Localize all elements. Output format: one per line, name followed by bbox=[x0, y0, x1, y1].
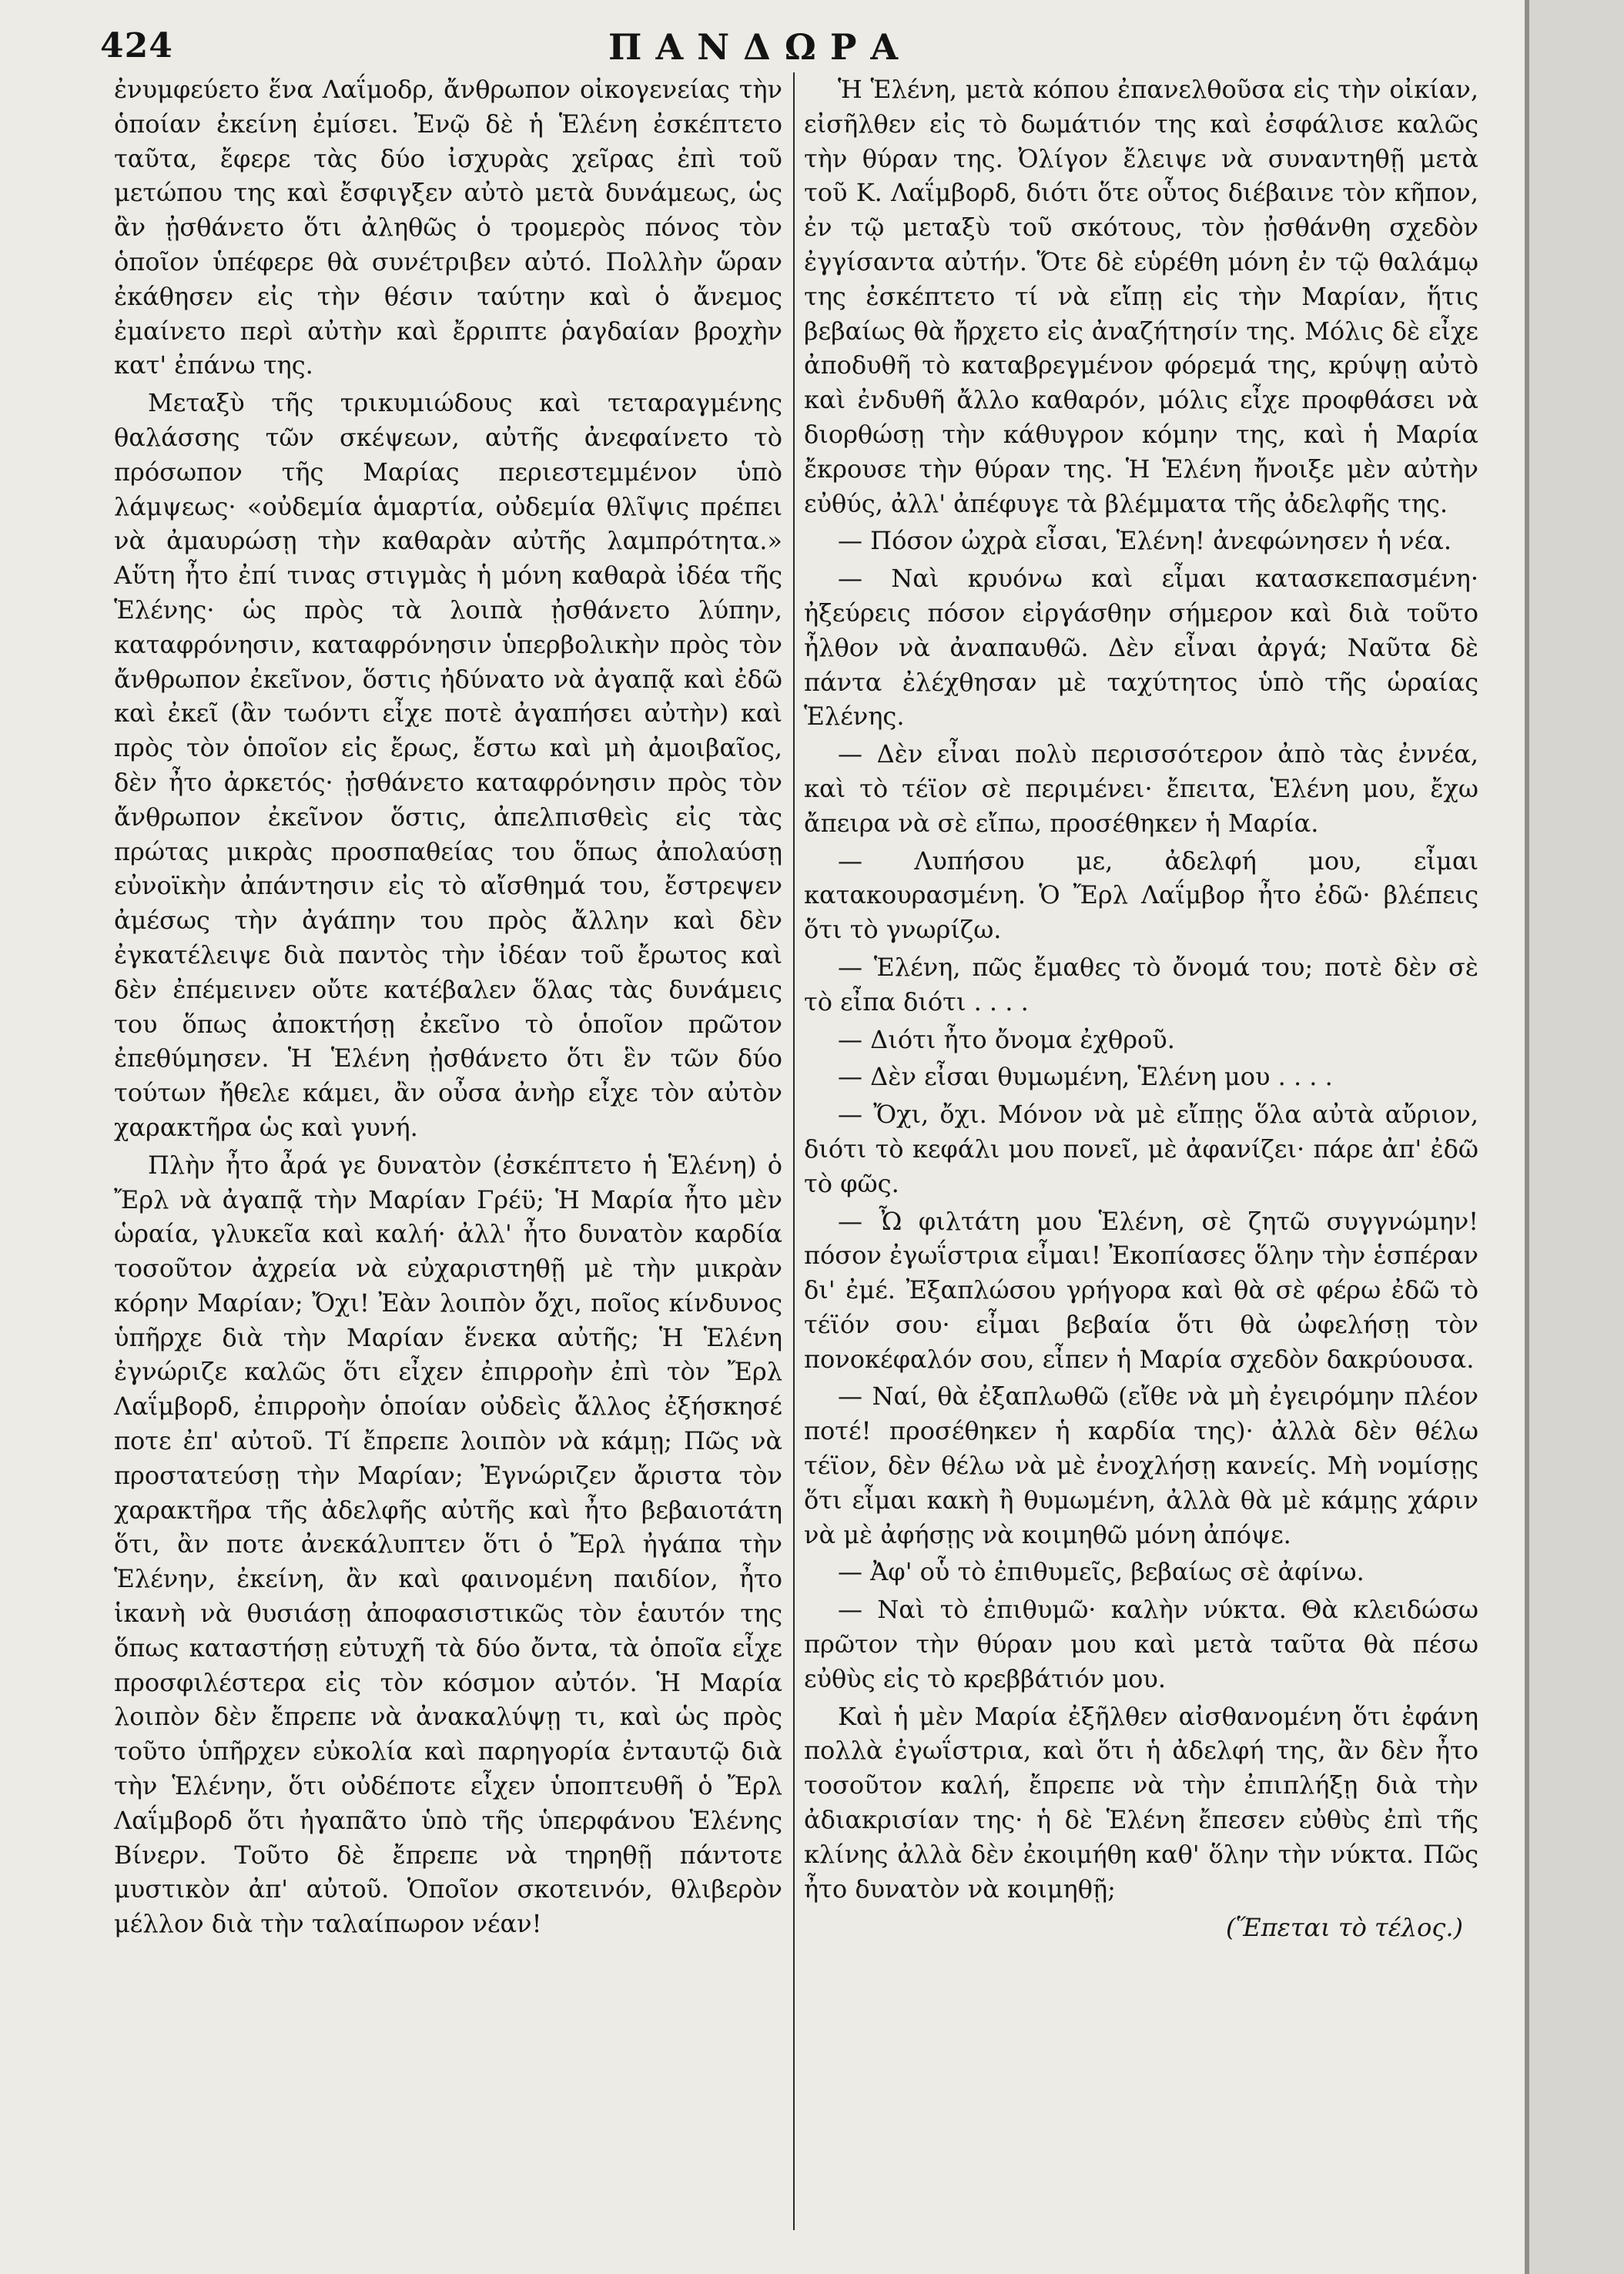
dialogue-line: — Ἀφ' οὗ τὸ ἐπιθυμεῖς, βεβαίως σὲ ἀφίνω. bbox=[838, 1557, 1364, 1587]
paragraph: ἐνυμφεύετο ἕνα Λαΐμοδρ, ἄνθρωπον οἰκογενείας τὴν ὁποίαν ἐκείνη ἐμίσει. Ἐνῷ δὲ ἡ Ἑλένη ἐσκέπτετο ταῦτα, ἔφερε τὰς δύο ἰσχυρὰς χεῖρας ἐπὶ τοῦ μετώπου της καὶ ἔσφιγξεν αὐτὸ μετὰ δυνάμεως, ὡς ἂν ᾐσθάνετο ὅτι ἀληθῶς ὁ τρομερὸς πόνος τὸν ὁποῖον ὑπέφερε θὰ συνέτριβεν αὐτό. Πολλὴν ὥραν ἐκάθησεν εἰς τὴν θέσιν ταύτην καὶ ὁ ἄνεμος ἐμαίνετο περὶ αὐτὴν καὶ ἔρριπτε ῥαγδαίαν βροχὴν κατ' ἐπάνω της. bbox=[114, 75, 782, 380]
dialogue-line: — Δὲν εἶναι πολὺ περισσότερον ἀπὸ τὰς ἐννέα, καὶ τὸ τέϊον σὲ περιμένει· ἔπειτα, Ἑλένη μου, ἔχω ἄπειρα νὰ σὲ εἴπω, προσέθηκεν ἡ Μαρία. bbox=[804, 739, 1478, 838]
facing-page-edge bbox=[1525, 0, 1624, 2274]
left-column bbox=[114, 72, 782, 1944]
paragraph: Μεταξὺ τῆς τρικυμιώδους καὶ τεταραγμένης θαλάσσης τῶν σκέψεων, αὐτῆς ἀνεφαίνετο τὸ πρόσωπον τῆς Μαρίας περιεστεμμένον ὑπὸ λάμψεως· «οὐδεμία ἁμαρτία, οὐδεμία θλῖψις πρέπει νὰ ἀμαυρώσῃ τὴν καθαρὰν αὐτῆς λαμπρότητα.» Αὕτη ἦτο ἐπί τινας στιγμὰς ἡ μόνη καθαρὰ ἰδέα τῆς Ἑλένης· ὡς πρὸς τὰ λοιπὰ ᾐσθάνετο λύπην, καταφρόνησιν, καταφρόνησιν ὑπερβολικὴν πρὸς τὸν ἄνθρωπον ἐκεῖνον, ὅστις ἠδύνατο νὰ ἀγαπᾷ καὶ ἐδῶ καὶ ἐκεῖ (ἂν τωόντι εἶχε ποτὲ ἀγαπήσει αὐτὴν) καὶ πρὸς τὸν ὁποῖον εἰς ἔρως, ἔστω καὶ μὴ ἀμοιβαῖος, δὲν ἦτο ἀρκετός· ᾐσθάνετο καταφρόνησιν πρὸς τὸν ἄνθρωπον ἐκεῖνον ὅστις, ἀπελπισθεὶς εἰς τὰς πρώτας μικρὰς προσπαθείας του ὅπως ἀπολαύσῃ εὐνοϊκὴν ἀπάντησιν εἰς τὸ αἴσθημά του, ἔστρεψεν ἀμέσως τὴν ἀγάπην του πρὸς ἄλλην καὶ δὲν ἐγκατέλειψε διὰ παντὸς τὴν ἰδέαν τοῦ ἔρωτος καὶ δὲν ἐπέμεινεν οὔτε κατέβαλεν ὅλας τὰς δυνάμεις του ὅπως ἀποκτήσῃ ἐκεῖνο τὸ ὁποῖον πρῶτον ἐπεθύμησεν. Ἡ Ἑλένη ᾐσθάνετο ὅτι ἓν τῶν δύο τούτων ἤθελε κάμει, ἂν οὖσα ἀνὴρ εἶχε τὸν αὐτὸν χαρακτῆρα ὡς καὶ γυνή. bbox=[114, 388, 782, 1142]
column-divider bbox=[793, 72, 795, 2230]
dialogue-line: — Ἑλένη, πῶς ἔμαθες τὸ ὄνομά του; ποτὲ δὲν σὲ τὸ εἶπα διότι . . . . bbox=[804, 952, 1478, 1016]
dialogue-line: — Ὄχι, ὄχι. Μόνον νὰ μὲ εἴπῃς ὅλα αὐτὰ αὔριον, διότι τὸ κεφάλι μου πονεῖ, μὲ ἀφανίζει· πάρε ἀπ' ἐδῶ τὸ φῶς. bbox=[804, 1100, 1478, 1198]
dialogue-line: — Πόσον ὠχρὰ εἶσαι, Ἑλένη! ἀνεφώνησεν ἡ νέα. bbox=[838, 526, 1452, 556]
paragraph: Πλὴν ἦτο ἆρά γε δυνατὸν (ἐσκέπτετο ἡ Ἑλένη) ὁ Ἔρλ νὰ ἀγαπᾷ τὴν Μαρίαν Γρέϋ; Ἡ Μαρία ἦτο μὲν ὡραία, γλυκεῖα καὶ καλή· ἀλλ' ἦτο δυνατὸν καρδία τοσοῦτον ἀχρεία νὰ εὐχαριστηθῇ μὲ τὴν μικρὰν κόρην Μαρίαν; Ὄχι! Ἐὰν λοιπὸν ὄχι, ποῖος κίνδυνος ὑπῆρχε διὰ τὴν Μαρίαν ἕνεκα αὐτῆς; Ἡ Ἑλένη ἐγνώριζε καλῶς ὅτι εἶχεν ἐπιρροὴν ἐπὶ τὸν Ἔρλ Λαΐμβορδ, ἐπιρροὴν ὁποίαν οὐδεὶς ἄλλος ἐξήσκησέ ποτε ἐπ' αὐτοῦ. Τί ἔπρεπε λοιπὸν νὰ κάμῃ; Πῶς νὰ προστατεύσῃ τὴν Μαρίαν; Ἐγνώριζεν ἄριστα τὸν χαρακτῆρα τῆς ἀδελφῆς αὐτῆς καὶ ἦτο βεβαιοτάτη ὅτι, ἂν ποτε ἀνεκάλυπτεν ὅτι ὁ Ἔρλ ἠγάπα τὴν Ἑλένην, ἐκείνη, ἂν καὶ φαινομένη παιδίον, ἦτο ἱκανὴ νὰ θυσιάσῃ ἀποφασιστικῶς τὸν ἑαυτόν της ὅπως καταστήσῃ εὐτυχῆ τὰ δύο ὄντα, τὰ ὁποῖα εἶχε προσφιλέστερα εἰς τὸν κόσμον αὐτόν. Ἡ Μαρία λοιπὸν δὲν ἔπρεπε νὰ ἀνακαλύψῃ τι, καὶ ὡς πρὸς τοῦτο ὑπῆρχεν εὐκολία καὶ παρηγορία ἐνταυτῷ διὰ τὴν Ἑλένην, ὅτι οὐδέποτε εἶχεν ὑποπτευθῆ ὁ Ἔρλ Λαΐμβορδ ὅτι ἠγαπᾶτο ὑπὸ τῆς ὑπερφάνου Ἑλένης Βίνερν. Τοῦτο δὲ ἔπρεπε νὰ τηρηθῇ πάντοτε μυστικὸν ἀπ' αὐτοῦ. Ὁποῖον σκοτεινόν, θλιβερὸν μέλλον διὰ τὴν ταλαίπωρον νέαν! bbox=[114, 1150, 782, 1939]
dialogue-line: — Ναί, θὰ ἐξαπλωθῶ (εἴθε νὰ μὴ ἐγειρόμην πλέον ποτέ! προσέθηκεν ἡ καρδία της)· ἀλλὰ δὲν θέλω τέϊον, δὲν θέλω νὰ μὲ ἐνοχλήσῃ κανείς. Μὴ νομίσῃς ὅτι εἶμαι κακὴ ἢ θυμωμένη, ἀλλὰ θὰ μὲ κάμῃς χάριν νὰ μὲ ἀφήσῃς νὰ κοιμηθῶ μόνη ἀπόψε. bbox=[804, 1381, 1478, 1549]
dialogue-line: — Ναὶ τὸ ἐπιθυμῶ· καλὴν νύκτα. Θὰ κλειδώσω πρῶτον τὴν θύραν μου καὶ μετὰ ταῦτα θὰ πέσω εὐθὺς εἰς τὸ κρεββάτιόν μου. bbox=[804, 1595, 1478, 1693]
dialogue-line: — Ὦ φιλτάτη μου Ἑλένη, σὲ ζητῶ συγγνώμην! πόσον ἐγωΐστρια εἶμαι! Ἐκοπίασες ὅλην τὴν ἑσπέραν δι' ἐμέ. Ἐξαπλώσου γρήγορα καὶ θὰ σὲ φέρω ἐδῶ τὸ τέϊόν σου· εἶμαι βεβαία ὅτι θὰ ὠφελήσῃ τὸν πονοκέφαλόν σου, εἶπεν ἡ Μαρία σχεδὸν δακρύουσα. bbox=[804, 1206, 1478, 1374]
dialogue-line: — Λυπήσου με, ἀδελφή μου, εἶμαι κατακουρασμένη. Ὁ Ἔρλ Λαΐμβορ ἦτο ἐδῶ· βλέπεις ὅτι τὸ γνωρίζω. bbox=[804, 846, 1478, 945]
dialogue-line: — Δὲν εἶσαι θυμωμένη, Ἑλένη μου . . . . bbox=[838, 1062, 1333, 1092]
right-column bbox=[804, 72, 1478, 1945]
paragraph: Καὶ ἡ μὲν Μαρία ἐξῆλθεν αἰσθανομένη ὅτι ἐφάνη πολλὰ ἐγωΐστρια, καὶ ὅτι ἡ ἀδελφή της, ἂν δὲν ἦτο τοσοῦτον καλή, ἔπρεπε νὰ τὴν ἐπιπλήξῃ διὰ τὴν ἀδιακρισίαν της· ἡ δὲ Ἑλένη ἔπεσεν εὐθὺς ἐπὶ τῆς κλίνης ἀλλὰ δὲν ἐκοιμήθη καθ' ὅλην τὴν νύκτα. Πῶς ἦτο δυνατὸν νὰ κοιμηθῇ; bbox=[804, 1701, 1478, 1904]
paragraph: Ἡ Ἑλένη, μετὰ κόπου ἐπανελθοῦσα εἰς τὴν οἰκίαν, εἰσῆλθεν εἰς τὸ δωμάτιόν της καὶ ἐσφάλισε καλῶς τὴν θύραν της. Ὀλίγον ἔλειψε νὰ συναντηθῇ μετὰ τοῦ Κ. Λαΐμβορδ, διότι ὅτε οὗτος διέβαινε τὸν κῆπον, ἐν τῷ μεταξὺ τοῦ σκότους, τὸν ᾐσθάνθη σχεδὸν ἐγγίσαντα αὐτήν. Ὅτε δὲ εὑρέθη μόνη ἐν τῷ θαλάμῳ της ἐσκέπτετο τί νὰ εἴπῃ εἰς τὴν Μαρίαν, ἥτις βεβαίως θὰ ἤρχετο εἰς ἀναζήτησίν της. Μόλις δὲ εἶχε ἀποδυθῆ τὸ καταβρεγμένον φόρεμά της, κρύψῃ αὐτὸ καὶ ἐνδυθῆ ἄλλο καθαρόν, μόλις εἶχε προφθάσει νὰ διορθώσῃ τὴν κάθυγρον κόμην της, καὶ ἡ Μαρία ἔκρουσε τὴν θύραν της. Ἡ Ἑλένη ἤνοιξε μὲν αὐτὴν εὐθύς, ἀλλ' ἀπέφυγε τὰ βλέμματα τῆς ἀδελφῆς της. bbox=[804, 75, 1478, 518]
journal-title: ΠΑΝΔΩΡΑ bbox=[608, 26, 912, 68]
dialogue-line: — Ναὶ κρυόνω καὶ εἶμαι κατασκεπασμένη· ἠξεύρεις πόσον εἰργάσθην σήμερον καὶ διὰ τοῦτο ἦλθον νὰ ἀναπαυθῶ. Δὲν εἶναι ἀργά; Ναῦτα δὲ πάντα ἐλέχθησαν μὲ ταχύτητος ὑπὸ τῆς ὡραίας Ἑλένης. bbox=[804, 564, 1478, 732]
dialogue-line: — Διότι ἦτο ὄνομα ἐχθροῦ. bbox=[838, 1024, 1175, 1054]
continuation-note: (Ἕπεται τὸ τέλος.) bbox=[1226, 1913, 1463, 1943]
page-number: 424 bbox=[100, 26, 173, 65]
